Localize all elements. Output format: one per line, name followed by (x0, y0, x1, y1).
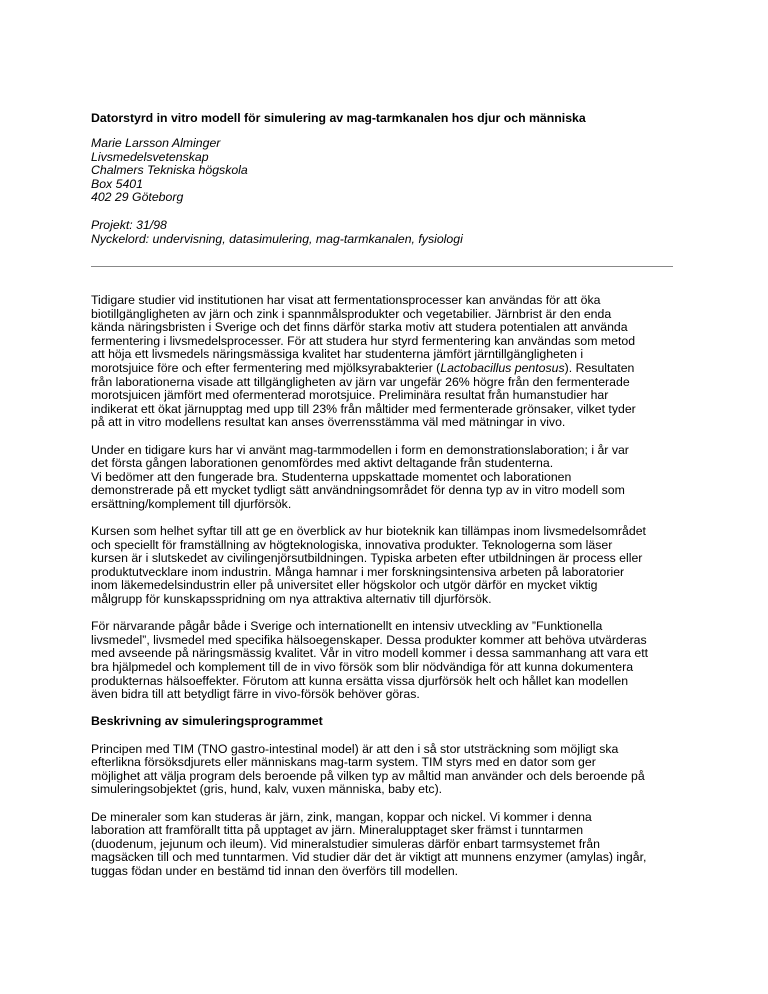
text-line: även bidra till att betydligt färre in vivo-försök behöver göras. (91, 687, 420, 702)
project-block (91, 219, 463, 246)
text-line: De mineraler som kan studeras är järn, zink, mangan, koppar och nickel. Vi kommer i denna (91, 809, 592, 824)
text-line: indikerat ett ökat järnupptag med upp till 23% från måltider med fermenterade grönsaker, vilket tyder (91, 401, 636, 416)
text-line: Under en tidigare kurs har vi använt mag-tarmmodellen i form en demonstrationslaboration; i år var (91, 442, 629, 457)
text-line (91, 362, 691, 376)
text-segment: ). Resultaten (564, 360, 635, 375)
text-line: från laborationerna visade att tillgängligheten av järn var ungefär 26% högre från den fermenterade (91, 374, 630, 389)
text-line: (duodenum, jejunum och ileum). Vid mineralstudier simuleras därför enbart tarmsystemet från (91, 836, 600, 851)
text-line: möjlighet att välja program dels beroende på vilken typ av måltid man använder och dels beroende på (91, 768, 645, 783)
text-line: fermentering i livsmedelsprocesser. För att studera hur styrd fermentering kan användas som metod (91, 333, 636, 348)
text-line: Tidigare studier vid institutionen har visat att fermentationsprocesser kan användas för att öka (91, 293, 601, 307)
text-line: kända näringsbristen i Sverige och det finns därför starka motiv att studera potentialen att använda (91, 320, 628, 335)
text-line: med avseende på näringsmässig kvalitet. Vår in vitro modell kommer i dessa sammanhang att vara ett (91, 646, 649, 661)
paragraph-4 (91, 620, 691, 702)
section-heading: Beskrivning av simuleringsprogrammet (91, 714, 323, 729)
keywords: Nyckelord: undervisning, datasimulering, mag-tarmkanalen, fysiologi (91, 231, 463, 246)
text-line: ersättning/komplement till djurförsök. (91, 496, 292, 511)
paragraph-3 (91, 525, 691, 607)
author-department: Livsmedelsvetenskap (91, 149, 209, 164)
text-line: Principen med TIM (TNO gastro-intestinal model) är att den i så stor utsträckning som möjligt ska (91, 741, 619, 756)
text-line: kursen är i slutskedet av civilingenjörsutbildningen. Typiska arbeten efter utbildningen är process eller (91, 551, 643, 566)
author-city: 402 29 Göteborg (91, 190, 184, 205)
text-line: magsäcken till och med tunntarmen. Vid studier där det är viktigt att munnens enzymer (amylas) ingår, (91, 850, 647, 865)
species-name: Lactobacillus pentosus (440, 360, 565, 375)
text-line: målgrupp för kunskapsspridning om nya attraktiva alternativ till djurförsök. (91, 592, 492, 607)
text-line: demonstrerade på ett mycket tydligt sätt användningsområdet för denna typ av in vitro modell som (91, 483, 625, 498)
author-box: Box 5401 (91, 176, 143, 191)
text-line: Vi bedömer att den fungerade bra. Studenterna uppskattade momentet och laborationen (91, 469, 572, 484)
author-name: Marie Larsson Alminger (91, 136, 221, 150)
text-line: produktutvecklare inom industrin. Många hamnar i mer forskningsintensiva arbeten på laboratorier (91, 564, 625, 579)
paragraph-5 (91, 743, 691, 797)
text-line: laboration att framförallt titta på upptaget av järn. Mineralupptaget sker främst i tunntarmen (91, 823, 584, 838)
text-line: att höja ett livsmedels näringsmässiga kvalitet har studenterna jämfört järntillgängligheten i (91, 347, 584, 362)
text-line: produkternas hälsoeffekter. Förutom att kunna ersätta vissa djurförsök helt och hållet kan modellen (91, 673, 629, 688)
paragraph-1 (91, 294, 691, 430)
document-title: Datorstyrd in vitro modell för simulering av mag-tarmkanalen hos djur och människa (91, 111, 586, 125)
document-body (91, 294, 691, 892)
text-line: efterlikna försöksdjurets eller människans mag-tarm system. TIM styrs med en dator som ger (91, 755, 596, 770)
text-line: bra hjälpmedel och komplement till de in vivo försök som blir nödvändiga för att kunna dokumentera (91, 660, 634, 675)
text-line: livsmedel”, livsmedel med specifika hälsoegenskaper. Dessa produkter kommer att behöva utvärderas (91, 632, 647, 647)
text-line: morotsjuicen jämfört med ofermenterad morotsjuice. Preliminära resultat från humanstudier har (91, 388, 609, 403)
text-line: Kursen som helhet syftar till att ge en överblick av hur bioteknik kan tillämpas inom livsmedelsområdet (91, 524, 646, 539)
text-line: det första gången laborationen genomfördes med aktivt deltagande från studenterna. (91, 456, 554, 471)
text-line: För närvarande pågår både i Sverige och internationellt en intensiv utveckling av ”Funktionella (91, 619, 603, 634)
text-segment: morotsjuice före och efter fermentering med mjölksyrabakterier ( (91, 360, 441, 375)
paragraph-2 (91, 444, 691, 512)
text-line: inom läkemedelsindustrin eller på universitet eller högskolor och utgör därför en mycket viktig (91, 578, 598, 593)
author-organization: Chalmers Tekniska högskola (91, 163, 248, 178)
paragraph-6 (91, 811, 691, 879)
project-number: Projekt: 31/98 (91, 218, 167, 232)
text-line: tuggas födan under en bestämd tid innan den överförs till modellen. (91, 863, 459, 878)
text-line: biotillgängligheten av järn och zink i spannmålsprodukter och vegetabilier. Järnbrist är den enda (91, 306, 612, 321)
text-line: och speciellt för framställning av högteknologiska, innovativa produkter. Teknologerna som läser (91, 537, 613, 552)
text-line: simuleringsobjektet (gris, hund, kalv, vuxen människa, baby etc). (91, 782, 443, 797)
horizontal-rule (91, 266, 673, 267)
author-block (91, 137, 248, 205)
text-line: på att in vitro modellens resultat kan anses överrensstämma väl med mätningar in vivo. (91, 415, 566, 430)
